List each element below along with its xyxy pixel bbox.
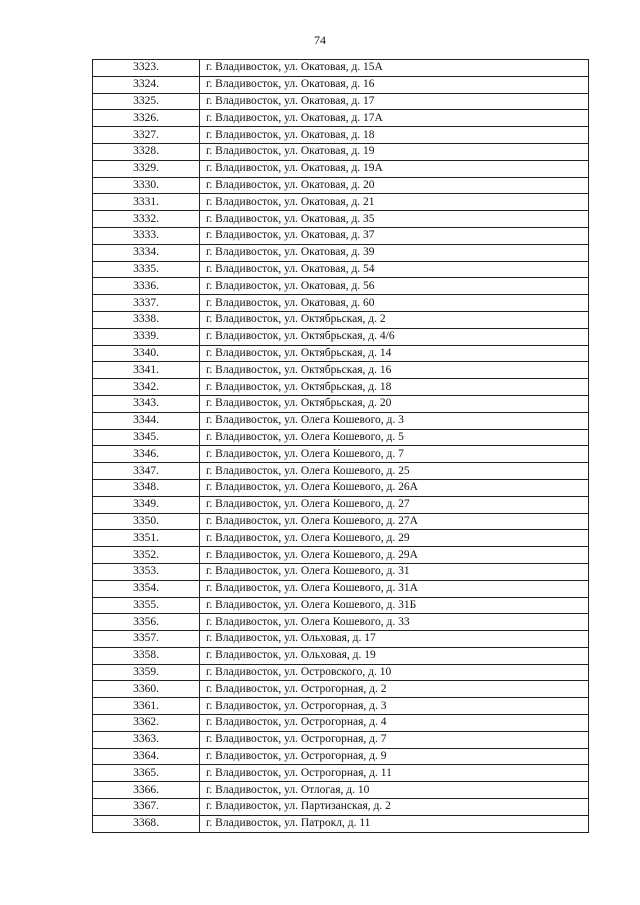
row-address: г. Владивосток, ул. Окатовая, д. 19 bbox=[200, 143, 589, 160]
table-row bbox=[93, 496, 589, 513]
row-number: 3324. bbox=[93, 76, 200, 93]
row-address: г. Владивосток, ул. Окатовая, д. 56 bbox=[200, 278, 589, 295]
table-row bbox=[93, 211, 589, 228]
row-address: г. Владивосток, ул. Октябрьская, д. 18 bbox=[200, 379, 589, 396]
row-number: 3349. bbox=[93, 496, 200, 513]
table-row bbox=[93, 799, 589, 816]
row-number: 3323. bbox=[93, 60, 200, 77]
row-address: г. Владивосток, ул. Окатовая, д. 37 bbox=[200, 227, 589, 244]
row-number: 3328. bbox=[93, 143, 200, 160]
row-number: 3325. bbox=[93, 93, 200, 110]
table-row bbox=[93, 765, 589, 782]
row-number: 3350. bbox=[93, 513, 200, 530]
table-row bbox=[93, 815, 589, 832]
row-number: 3339. bbox=[93, 328, 200, 345]
table-row bbox=[93, 647, 589, 664]
row-address: г. Владивосток, ул. Окатовая, д. 17А bbox=[200, 110, 589, 127]
row-address: г. Владивосток, ул. Окатовая, д. 54 bbox=[200, 261, 589, 278]
row-address: г. Владивосток, ул. Окатовая, д. 19А bbox=[200, 160, 589, 177]
row-number: 3345. bbox=[93, 429, 200, 446]
row-address: г. Владивосток, ул. Окатовая, д. 15А bbox=[200, 60, 589, 77]
row-number: 3336. bbox=[93, 278, 200, 295]
table-row bbox=[93, 345, 589, 362]
table-row bbox=[93, 379, 589, 396]
row-number: 3367. bbox=[93, 799, 200, 816]
row-number: 3351. bbox=[93, 530, 200, 547]
table-row bbox=[93, 194, 589, 211]
row-number: 3358. bbox=[93, 647, 200, 664]
row-number: 3337. bbox=[93, 295, 200, 312]
row-number: 3342. bbox=[93, 379, 200, 396]
row-number: 3353. bbox=[93, 563, 200, 580]
row-address: г. Владивосток, ул. Олега Кошевого, д. 31Б bbox=[200, 597, 589, 614]
row-address: г. Владивосток, ул. Олега Кошевого, д. 27А bbox=[200, 513, 589, 530]
row-address: г. Владивосток, ул. Олега Кошевого, д. 3 bbox=[200, 412, 589, 429]
page-number: 74 bbox=[314, 33, 326, 47]
row-number: 3334. bbox=[93, 244, 200, 261]
table-row bbox=[93, 715, 589, 732]
row-number: 3346. bbox=[93, 446, 200, 463]
row-address: г. Владивосток, ул. Острогорная, д. 3 bbox=[200, 698, 589, 715]
row-number: 3368. bbox=[93, 815, 200, 832]
row-address: г. Владивосток, ул. Патрокл, д. 11 bbox=[200, 815, 589, 832]
table-row bbox=[93, 143, 589, 160]
row-address: г. Владивосток, ул. Окатовая, д. 17 bbox=[200, 93, 589, 110]
row-address: г. Владивосток, ул. Олега Кошевого, д. 7 bbox=[200, 446, 589, 463]
row-number: 3362. bbox=[93, 715, 200, 732]
row-address: г. Владивосток, ул. Острогорная, д. 11 bbox=[200, 765, 589, 782]
row-address: г. Владивосток, ул. Отлогая, д. 10 bbox=[200, 782, 589, 799]
row-number: 3348. bbox=[93, 479, 200, 496]
address-table bbox=[92, 59, 589, 833]
row-number: 3332. bbox=[93, 211, 200, 228]
row-address: г. Владивосток, ул. Олега Кошевого, д. 5 bbox=[200, 429, 589, 446]
row-address: г. Владивосток, ул. Октябрьская, д. 14 bbox=[200, 345, 589, 362]
table-row bbox=[93, 60, 589, 77]
table-row bbox=[93, 631, 589, 648]
row-number: 3365. bbox=[93, 765, 200, 782]
row-address: г. Владивосток, ул. Окатовая, д. 16 bbox=[200, 76, 589, 93]
table-row bbox=[93, 479, 589, 496]
row-number: 3354. bbox=[93, 580, 200, 597]
row-number: 3330. bbox=[93, 177, 200, 194]
table-row bbox=[93, 597, 589, 614]
row-address: г. Владивосток, ул. Острогорная, д. 4 bbox=[200, 715, 589, 732]
row-address: г. Владивосток, ул. Окатовая, д. 20 bbox=[200, 177, 589, 194]
row-address: г. Владивосток, ул. Окатовая, д. 21 bbox=[200, 194, 589, 211]
table-row bbox=[93, 395, 589, 412]
table-row bbox=[93, 463, 589, 480]
row-address: г. Владивосток, ул. Острогорная, д. 7 bbox=[200, 731, 589, 748]
row-address: г. Владивосток, ул. Олега Кошевого, д. 29А bbox=[200, 547, 589, 564]
row-number: 3331. bbox=[93, 194, 200, 211]
row-address: г. Владивосток, ул. Олега Кошевого, д. 27 bbox=[200, 496, 589, 513]
table-row bbox=[93, 547, 589, 564]
table-row bbox=[93, 76, 589, 93]
table-row bbox=[93, 563, 589, 580]
table-row bbox=[93, 664, 589, 681]
table-row bbox=[93, 782, 589, 799]
row-address: г. Владивосток, ул. Окатовая, д. 18 bbox=[200, 127, 589, 144]
row-address: г. Владивосток, ул. Олега Кошевого, д. 25 bbox=[200, 463, 589, 480]
table-row bbox=[93, 412, 589, 429]
row-address: г. Владивосток, ул. Октябрьская, д. 2 bbox=[200, 311, 589, 328]
row-address: г. Владивосток, ул. Островского, д. 10 bbox=[200, 664, 589, 681]
row-address: г. Владивосток, ул. Ольховая, д. 19 bbox=[200, 647, 589, 664]
table-row bbox=[93, 614, 589, 631]
address-table-body bbox=[93, 60, 589, 833]
row-number: 3360. bbox=[93, 681, 200, 698]
row-address: г. Владивосток, ул. Октябрьская, д. 16 bbox=[200, 362, 589, 379]
table-row bbox=[93, 580, 589, 597]
row-number: 3341. bbox=[93, 362, 200, 379]
row-address: г. Владивосток, ул. Олега Кошевого, д. 26А bbox=[200, 479, 589, 496]
row-number: 3364. bbox=[93, 748, 200, 765]
row-address: г. Владивосток, ул. Окатовая, д. 60 bbox=[200, 295, 589, 312]
table-row bbox=[93, 328, 589, 345]
row-address: г. Владивосток, ул. Окатовая, д. 39 bbox=[200, 244, 589, 261]
table-row bbox=[93, 698, 589, 715]
row-address: г. Владивосток, ул. Октябрьская, д. 20 bbox=[200, 395, 589, 412]
row-number: 3329. bbox=[93, 160, 200, 177]
table-row bbox=[93, 530, 589, 547]
row-number: 3340. bbox=[93, 345, 200, 362]
row-number: 3335. bbox=[93, 261, 200, 278]
row-number: 3363. bbox=[93, 731, 200, 748]
table-row bbox=[93, 127, 589, 144]
row-number: 3347. bbox=[93, 463, 200, 480]
row-address: г. Владивосток, ул. Окатовая, д. 35 bbox=[200, 211, 589, 228]
row-number: 3359. bbox=[93, 664, 200, 681]
row-address: г. Владивосток, ул. Олега Кошевого, д. 31А bbox=[200, 580, 589, 597]
table-row bbox=[93, 731, 589, 748]
row-number: 3361. bbox=[93, 698, 200, 715]
table-row bbox=[93, 429, 589, 446]
row-number: 3344. bbox=[93, 412, 200, 429]
table-row bbox=[93, 278, 589, 295]
table-row bbox=[93, 681, 589, 698]
row-number: 3333. bbox=[93, 227, 200, 244]
table-row bbox=[93, 311, 589, 328]
row-number: 3356. bbox=[93, 614, 200, 631]
row-number: 3355. bbox=[93, 597, 200, 614]
row-number: 3357. bbox=[93, 631, 200, 648]
table-row bbox=[93, 177, 589, 194]
row-number: 3366. bbox=[93, 782, 200, 799]
row-number: 3326. bbox=[93, 110, 200, 127]
row-number: 3352. bbox=[93, 547, 200, 564]
row-address: г. Владивосток, ул. Острогорная, д. 9 bbox=[200, 748, 589, 765]
table-row bbox=[93, 295, 589, 312]
table-row bbox=[93, 513, 589, 530]
table-row bbox=[93, 748, 589, 765]
table-row bbox=[93, 362, 589, 379]
row-address: г. Владивосток, ул. Октябрьская, д. 4/6 bbox=[200, 328, 589, 345]
table-row bbox=[93, 110, 589, 127]
table-row bbox=[93, 160, 589, 177]
row-address: г. Владивосток, ул. Острогорная, д. 2 bbox=[200, 681, 589, 698]
row-number: 3327. bbox=[93, 127, 200, 144]
row-address: г. Владивосток, ул. Партизанская, д. 2 bbox=[200, 799, 589, 816]
table-row bbox=[93, 446, 589, 463]
row-number: 3343. bbox=[93, 395, 200, 412]
table-row bbox=[93, 261, 589, 278]
table-row bbox=[93, 93, 589, 110]
table-row bbox=[93, 227, 589, 244]
row-address: г. Владивосток, ул. Олега Кошевого, д. 33 bbox=[200, 614, 589, 631]
row-address: г. Владивосток, ул. Олега Кошевого, д. 29 bbox=[200, 530, 589, 547]
row-address: г. Владивосток, ул. Ольховая, д. 17 bbox=[200, 631, 589, 648]
table-row bbox=[93, 244, 589, 261]
row-number: 3338. bbox=[93, 311, 200, 328]
row-address: г. Владивосток, ул. Олега Кошевого, д. 31 bbox=[200, 563, 589, 580]
